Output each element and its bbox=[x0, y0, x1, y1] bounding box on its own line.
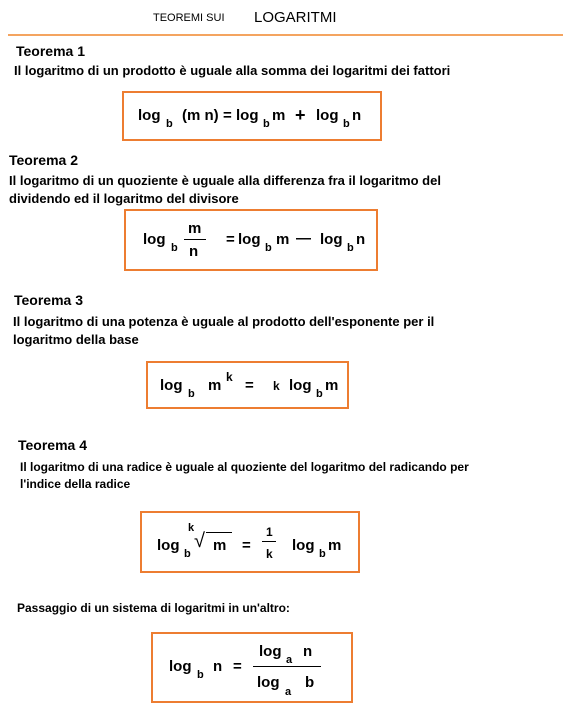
theorem-2-description-line-1: Il logaritmo di un quoziente è uguale alla differenza fra il logaritmo del bbox=[9, 173, 441, 188]
theorem-2-title: Teorema 2 bbox=[9, 152, 78, 168]
theorem-4-formula-box: log b k √ m = 1 k log b m bbox=[140, 511, 360, 573]
theorem-4-title: Teorema 4 bbox=[18, 437, 87, 453]
theorem-3-formula-box: log b m k = k log b m bbox=[146, 361, 349, 409]
header-divider bbox=[8, 34, 563, 36]
change-of-base-title: Passaggio di un sistema di logaritmi in un'altro: bbox=[17, 601, 290, 615]
theorem-3-description-line-1: Il logaritmo di una potenza è uguale al prodotto dell'esponente per il bbox=[13, 314, 435, 329]
theorem-4-description-line-2: l'indice della radice bbox=[20, 477, 131, 491]
theorem-2-formula-box: log b m n = log b m — log b n bbox=[124, 209, 378, 271]
theorem-1-formula-box: log b (m n) = log b m + log b n bbox=[122, 91, 382, 141]
header-prefix: TEOREMI SUI bbox=[153, 12, 225, 24]
fraction-bar bbox=[262, 541, 276, 542]
theorem-2-description-line-2: dividendo ed il logaritmo del divisore bbox=[9, 191, 239, 206]
theorem-3-description-line-2: logaritmo della base bbox=[13, 332, 139, 347]
theorem-1-title: Teorema 1 bbox=[16, 43, 85, 59]
radical-bar bbox=[206, 532, 232, 533]
theorem-1-description: Il logaritmo di un prodotto è uguale alla somma dei logaritmi dei fattori bbox=[14, 63, 451, 78]
fraction-bar bbox=[184, 239, 206, 240]
theorem-3-title: Teorema 3 bbox=[14, 292, 83, 308]
fraction-bar bbox=[253, 666, 321, 667]
change-of-base-formula-box: log b n = log a n log a b bbox=[151, 632, 353, 703]
radical-sign: √ bbox=[194, 530, 205, 552]
theorem-4-description-line-1: Il logaritmo di una radice è uguale al quoziente del logaritmo del radicando per bbox=[20, 460, 469, 474]
page-title: LOGARITMI bbox=[254, 9, 337, 26]
